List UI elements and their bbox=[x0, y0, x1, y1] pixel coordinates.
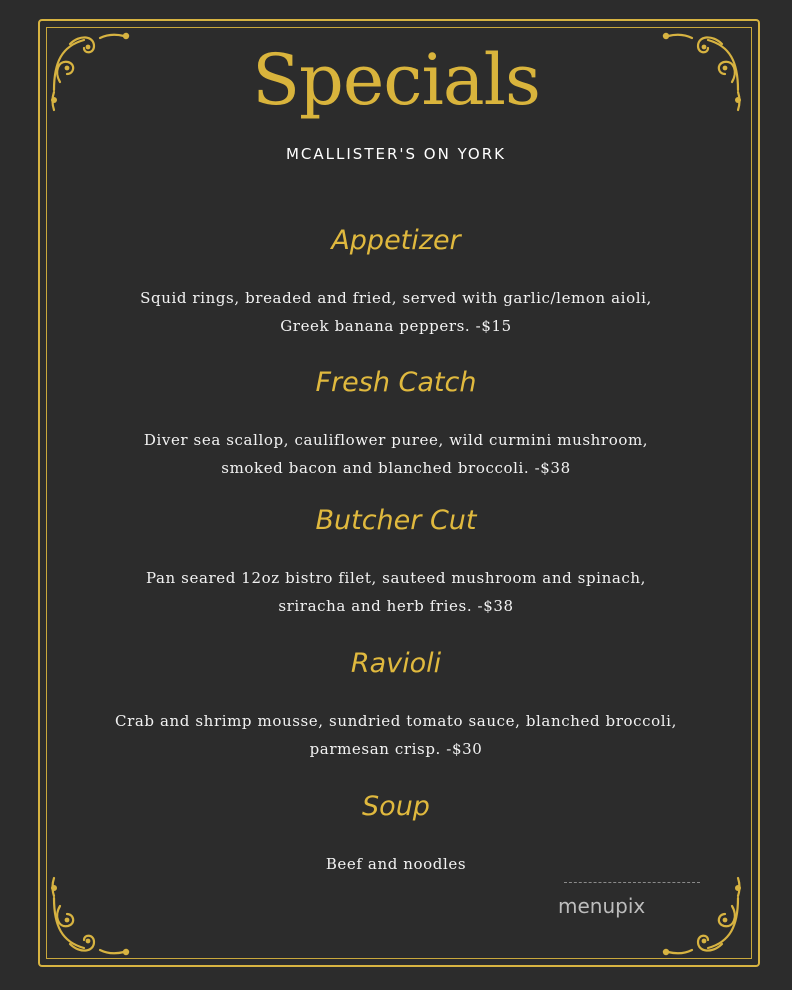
watermark bbox=[552, 880, 712, 930]
flourish-corner-icon bbox=[40, 876, 130, 966]
section-heading: Appetizer bbox=[331, 225, 461, 256]
item-description-line: Pan seared 12oz bistro filet, sauteed mushroom and spinach, bbox=[145, 569, 647, 587]
item-description-line: Beef and noodles bbox=[325, 855, 467, 873]
item-description-line: Crab and shrimp mousse, sundried tomato sauce, blanched broccoli, bbox=[115, 712, 677, 730]
page-title: Specials bbox=[252, 39, 540, 121]
section-heading: Soup bbox=[362, 791, 430, 822]
menu-section-fresh-catch bbox=[60, 363, 732, 482]
watermark-logo: menupix bbox=[558, 894, 646, 918]
section-heading: Fresh Catch bbox=[315, 367, 477, 398]
watermark-divider bbox=[564, 882, 700, 883]
item-description-line: Squid rings, breaded and fried, served with garlic/lemon aioli, bbox=[140, 289, 652, 307]
menu-section-ravioli bbox=[60, 644, 732, 763]
restaurant-name: MCALLISTER'S ON YORK bbox=[285, 145, 506, 163]
section-heading: Butcher Cut bbox=[315, 505, 477, 536]
item-description-line: smoked bacon and blanched broccoli. -$38 bbox=[221, 459, 571, 477]
menu-section-butcher-cut bbox=[60, 501, 732, 620]
menu-section-appetizer bbox=[60, 221, 732, 340]
item-description-line: sriracha and herb fries. -$38 bbox=[278, 597, 514, 615]
item-description-line: Diver sea scallop, cauliflower puree, wild curmini mushroom, bbox=[143, 431, 649, 449]
item-description-line: parmesan crisp. -$30 bbox=[309, 740, 483, 758]
section-heading: Ravioli bbox=[350, 648, 442, 679]
item-description-line: Greek banana peppers. -$15 bbox=[280, 317, 512, 335]
menu-section-soup bbox=[60, 787, 732, 878]
